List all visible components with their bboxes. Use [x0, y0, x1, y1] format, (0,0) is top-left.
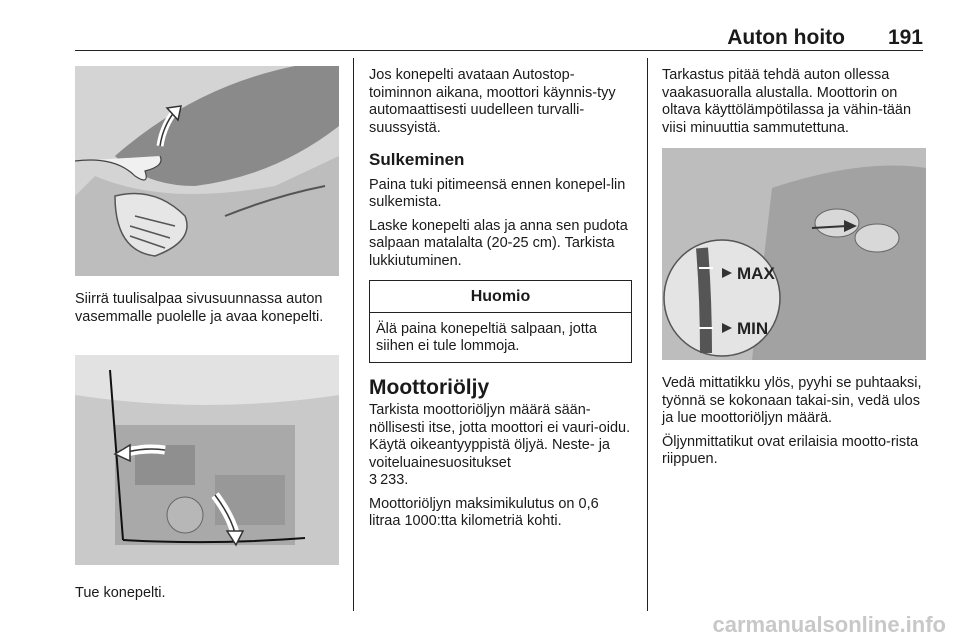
column-divider-1 [353, 58, 354, 611]
page-number: 191 [887, 26, 923, 49]
figure-caption-1: Siirrä tuulisalpaa sivusuunnassa auton vasemmalle puolelle ja avaa konepelti. [75, 291, 324, 325]
closing-heading: Sulkeminen [369, 150, 465, 169]
notice-text: Älä paina konepeltiä salpaan, jotta siihen ei tule lommoja. [376, 320, 597, 354]
header-rule [75, 50, 923, 51]
column-divider-2 [647, 58, 648, 611]
closing-paragraph-1: Paina tuki pitimeensä ennen konepel-lin sulkemista. [369, 176, 626, 210]
notice-box [369, 280, 632, 363]
column-3-text-top [662, 67, 924, 143]
oil-paragraph-2: Moottoriöljyn maksimikulutus on 0,6 litraa 1000:tta kilometriä kohti. [369, 495, 599, 529]
watermark: carmanualsonline.info [712, 612, 946, 637]
engine-oil-heading: Moottoriöljy [369, 375, 490, 399]
hood-support-illustration [75, 355, 339, 565]
column-1-text-bottom [75, 585, 337, 609]
figure-caption-2: Tue konepelti. [75, 585, 166, 601]
page-reference[interactable]: 233. [380, 472, 409, 488]
column-1-text-top [75, 291, 337, 332]
autostop-paragraph: Jos konepelti avataan Autostop-toiminnon aikana, moottori käynnis-tyy automaattisesti uudelleen turvalli-suussyistä. [369, 67, 616, 136]
oil-paragraph-1 [369, 402, 632, 490]
dipstick-min-label: MIN [737, 319, 769, 338]
column-3-text-bottom [662, 375, 924, 475]
notice-title: Huomio [370, 281, 631, 313]
section-title: Auton hoito [727, 26, 845, 49]
closing-paragraph-2: Laske konepelti alas ja anna sen pudota salpaan matalalta (20-25 cm). Tarkista lukkiutuminen. [369, 217, 628, 269]
column-2 [369, 67, 632, 537]
dipstick-procedure-paragraph: Vedä mittatikku ylös, pyyhi se puhtaaksi, työnnä se kokonaan takai-sin, vedä ulos ja lue moottoriöljyn määrä. [662, 375, 922, 426]
dipstick-max-label: MAX [737, 264, 775, 283]
dipstick-illustration [662, 148, 926, 360]
page-header [75, 20, 923, 48]
hood-release-illustration [75, 66, 339, 276]
check-conditions-paragraph: Tarkastus pitää tehdä auton ollessa vaakasuoralla alustalla. Moottorin on oltava käyttölämpötilassa ja vähin-tään viisi minuuttia sammutettuna. [662, 67, 912, 136]
oil-paragraph-1-text: Tarkista moottoriöljyn määrä sään-nöllisesti itse, jotta moottori ei vauri-oidu. Käytä oikeantyyppistä öljyä. Neste- ja voiteluainesuositukset [369, 402, 631, 471]
dipstick-variation-paragraph: Öljynmittatikut ovat erilaisia mootto-rista riippuen. [662, 433, 919, 467]
page-reference-icon: 3 [369, 472, 378, 488]
